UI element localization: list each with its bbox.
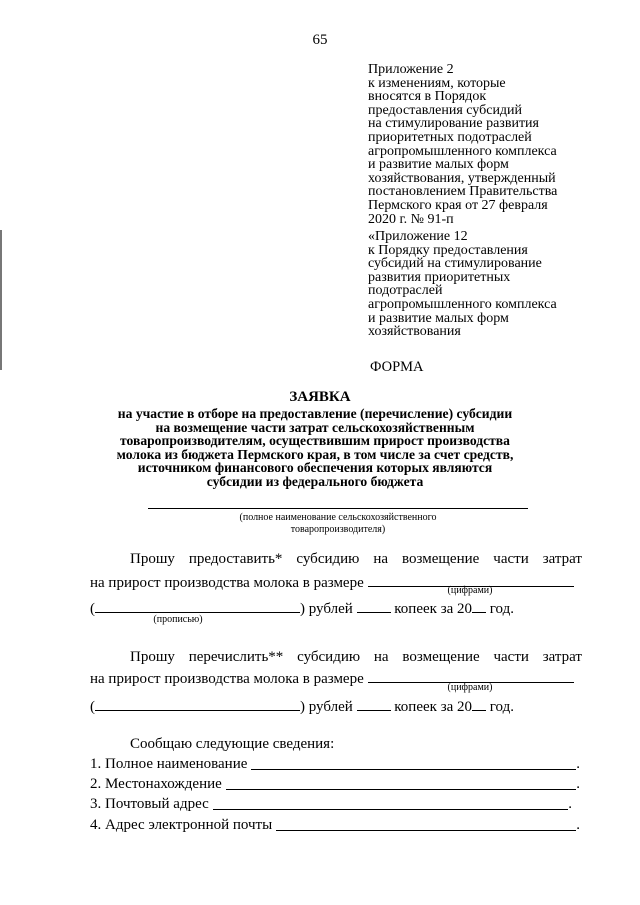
subtitle-line: молока из бюджета Пермского края, в том числе за счет средств, (116, 446, 514, 462)
annex-header (368, 63, 618, 226)
amount-words-line-2: ( ) рублей копеек за 20 год. (90, 699, 515, 715)
request-provide-line: Прошу предоставить* субсидию на возмещение части затрат (130, 551, 582, 567)
page-number: 65 (312, 32, 328, 48)
location-input[interactable] (226, 776, 576, 790)
annex-quote-line: субсидий на стимулирование (368, 256, 542, 272)
annex-line: агропромышленного комплекса (368, 143, 557, 159)
subtitle-line: на возмещение части затрат сельскохозяйственным (155, 419, 475, 435)
kopecks-field-2[interactable] (357, 697, 391, 711)
annex-line: Пермского края от 27 февраля (368, 197, 548, 213)
year-field-2[interactable] (472, 697, 486, 711)
amount-words-field-1[interactable] (95, 599, 300, 613)
annex-line: к изменениям, которые (368, 75, 506, 91)
digits-caption-2: (цифрами) (447, 682, 493, 693)
annex-quote-line: подотраслей (368, 283, 443, 299)
producer-name-caption: (полное наименование сельскохозяйственного товаропроизводителя) (239, 512, 437, 535)
producer-name-field[interactable] (148, 508, 528, 509)
field-location: 2. Местонахождение . (90, 776, 580, 792)
annex-line: Приложение 2 (368, 62, 454, 77)
digits-caption-1: (цифрами) (447, 585, 493, 596)
subtitle-line: на участие в отборе на предоставление (перечисление) субсидии (117, 406, 513, 421)
document-title: ЗАЯВКА (289, 389, 351, 405)
annex-quote-line: «Приложение 12 (368, 229, 468, 244)
subtitle-line: субсидии из федерального бюджета (206, 473, 424, 489)
subtitle-line: товаропроизводителям, осуществившим прирост производства (120, 433, 510, 449)
document-subtitle (100, 407, 530, 489)
full-name-input[interactable] (251, 756, 576, 770)
annex-quote-line: и развитие малых форм (368, 310, 509, 326)
annex-quote (368, 230, 618, 339)
amount-line-1: на прирост производства молока в размере (90, 573, 574, 592)
words-caption: (прописью) (153, 614, 203, 625)
annex-quote-line: хозяйствования (368, 324, 461, 340)
amount-digits-field-2[interactable] (368, 669, 574, 683)
field-full-name: 1. Полное наименование . (90, 756, 580, 772)
annex-quote-line: агропромышленного комплекса (368, 296, 557, 312)
amount-words-line-1: ( ) рублей копеек за 20 год. (90, 601, 515, 617)
scan-edge-mark (0, 230, 2, 370)
subtitle-line: источником финансового обеспечения которых являются (137, 460, 493, 476)
form-label: ФОРМА (370, 359, 424, 375)
amount-words-field-2[interactable] (95, 697, 300, 711)
annex-line: постановлением Правительства (368, 184, 558, 200)
annex-line: на стимулирование развития (368, 116, 539, 132)
annex-line: хозяйствования, утвержденный (368, 170, 556, 186)
info-intro: Сообщаю следующие сведения: (130, 736, 335, 752)
year-field-1[interactable] (472, 599, 486, 613)
email-input[interactable] (276, 817, 576, 831)
annex-line: вносятся в Порядок (368, 89, 487, 105)
postal-address-input[interactable] (213, 796, 568, 810)
annex-line: предоставления субсидий (368, 102, 523, 118)
annex-line: 2020 г. № 91-п (368, 211, 454, 227)
annex-quote-line: к Порядку предоставления (368, 242, 528, 258)
amount-line-2: на прирост производства молока в размере (90, 669, 574, 688)
field-postal-address: 3. Почтовый адрес . (90, 796, 572, 812)
annex-line: приоритетных подотраслей (368, 129, 532, 145)
kopecks-field-1[interactable] (357, 599, 391, 613)
field-email: 4. Адрес электронной почты . (90, 817, 580, 833)
request-transfer-line: Прошу перечислить** субсидию на возмещение части затрат (130, 649, 582, 665)
annex-line: и развитие малых форм (368, 157, 509, 173)
annex-quote-line: развития приоритетных (368, 269, 511, 285)
